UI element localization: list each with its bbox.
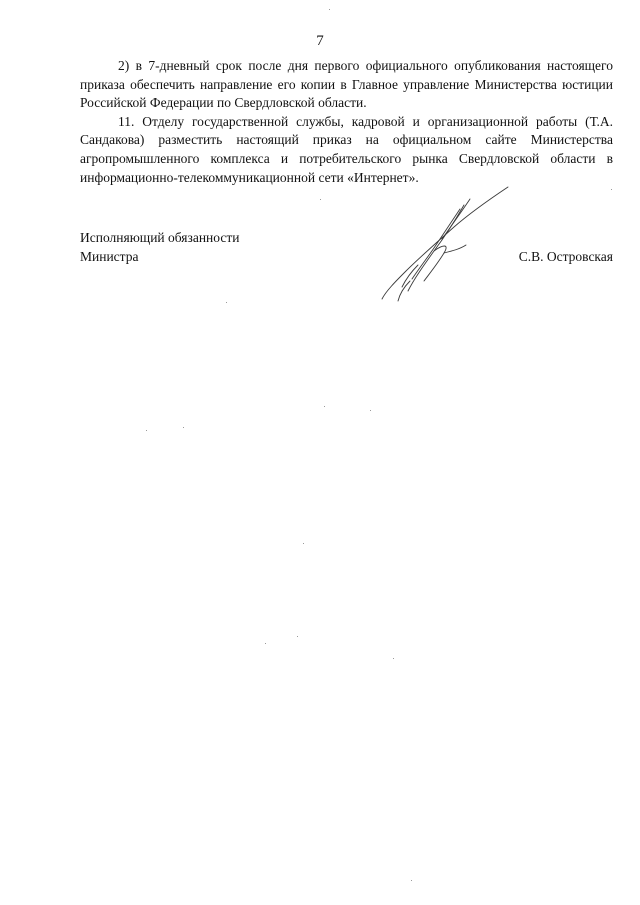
scan-speck [226, 302, 227, 303]
signature-block [80, 229, 613, 266]
scan-speck [324, 406, 325, 407]
scan-speck [183, 427, 184, 428]
scan-speck [303, 543, 304, 544]
scan-speck [297, 636, 298, 637]
handwritten-signature-icon [372, 183, 512, 305]
signatory-name: С.В. Островская [518, 248, 613, 264]
document-body [80, 57, 613, 187]
scan-speck [393, 658, 394, 659]
scan-speck [320, 199, 321, 200]
signatory-title-line: Исполняющий обязанности [80, 230, 240, 245]
scan-speck [329, 9, 330, 10]
scan-speck [411, 880, 412, 881]
paragraph-item-11: 11. Отделу государственной службы, кадровой и организационной работы (Т.А. Сандакова) разместить настоящий приказ на официальном сайте Министерства агропромышленного комплекса и потребительского рынка Свердловской области в информационно-телекоммуникационной сети «Интернет». [80, 113, 613, 185]
signatory-title-minister: Министра [80, 248, 139, 264]
paragraph-item-2: 2) в 7-дневный срок после дня первого официального опубликования настоящего приказа обеспечить направление его копии в Главное управление Министерства юстиции Российской Федерации по Свердловской области. [80, 58, 613, 111]
scan-speck [265, 643, 266, 644]
signatory-row [80, 248, 613, 267]
page-number: 7 [316, 33, 324, 49]
scan-speck [146, 430, 147, 431]
scan-speck [370, 410, 371, 411]
scan-speck [611, 189, 612, 190]
